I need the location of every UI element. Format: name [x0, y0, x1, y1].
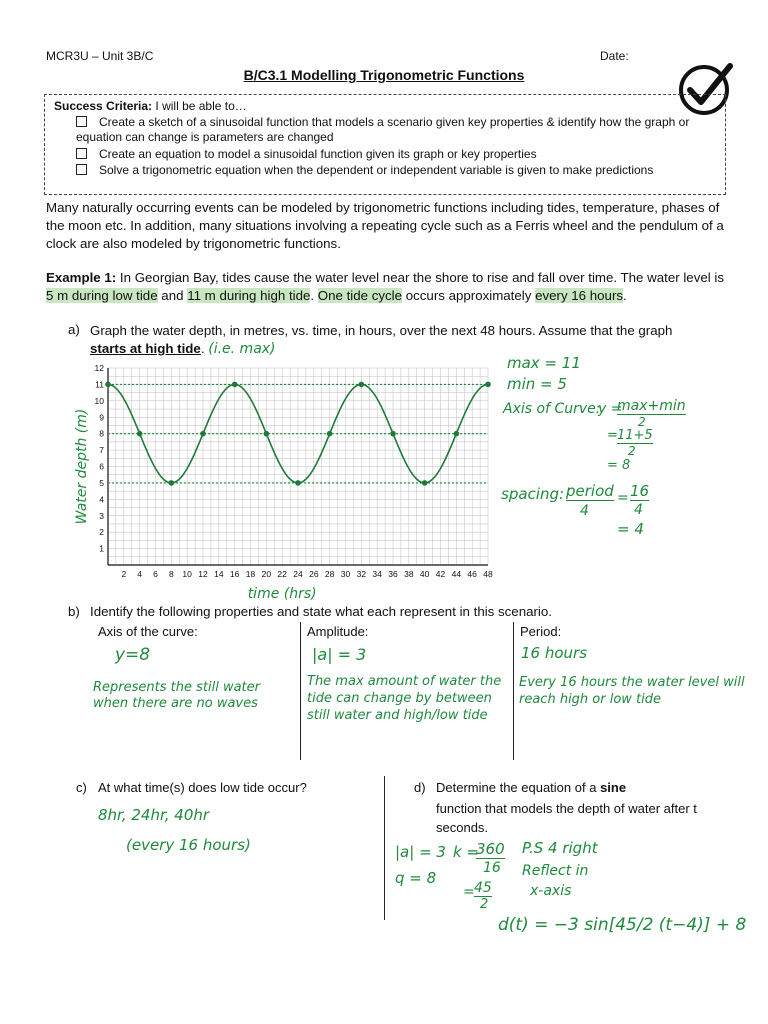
period-answer: 16 hours	[521, 644, 588, 662]
x-tick-label: 46	[467, 569, 477, 579]
data-point	[105, 382, 111, 388]
y-tick-label: 4	[99, 494, 104, 505]
data-point	[485, 382, 491, 388]
page-title: B/C3.1 Modelling Trigonometric Functions	[243, 67, 525, 83]
x-tick-label: 34	[372, 569, 382, 579]
part-d-text2: function that models the depth of water after t seconds.	[436, 801, 697, 835]
x-tick-label: 32	[356, 569, 367, 579]
y-tick-label: 12	[94, 363, 104, 373]
y-axis-label: Water depth (m)	[74, 408, 90, 525]
work-k-den: 16	[483, 860, 501, 876]
y-tick-label: 1	[99, 543, 104, 554]
part-b-text: Identify the following properties and state what each represent in this scenario.	[90, 604, 552, 619]
x-tick-label: 28	[324, 569, 335, 579]
y-tick-label: 8	[99, 428, 104, 439]
column-divider	[300, 622, 301, 760]
checkbox-icon	[76, 116, 87, 127]
date-label: Date:	[600, 49, 629, 63]
criteria-item: Create an equation to model a sinusoidal function given its graph or key properties	[76, 147, 716, 162]
y-tick-label: 6	[99, 461, 104, 472]
x-tick-label: 14	[214, 569, 224, 579]
x-tick-label: 38	[404, 569, 414, 579]
work-q: q = 8	[395, 869, 437, 887]
part-b-letter: b)	[68, 604, 80, 619]
work-reflect: Reflect in	[522, 863, 589, 879]
part-d-text1: Determine the equation of a sine	[436, 780, 627, 795]
work-xaxis: x-axis	[530, 883, 572, 899]
success-criteria-heading: Success Criteria: I will be able to…	[54, 99, 247, 113]
data-point	[264, 431, 270, 437]
criteria-item: Create a sketch of a sinusoidal function that models a scenario given key properties & identify how the graph or equation can change is parameters are changed	[76, 115, 690, 144]
x-axis-label: time (hrs)	[247, 586, 317, 602]
x-tick-label: 12	[198, 569, 208, 579]
x-tick-label: 40	[419, 569, 430, 579]
x-tick-label: 30	[340, 569, 351, 579]
part-c-answer: 8hr, 24hr, 40hr	[98, 806, 210, 824]
work-k2-den: 2	[480, 897, 489, 912]
data-point	[137, 431, 143, 437]
data-point	[359, 382, 365, 388]
data-point	[169, 480, 175, 486]
water-depth-chart	[70, 362, 500, 604]
cd-divider	[384, 776, 385, 920]
part-c-letter: c)	[76, 780, 87, 795]
data-point	[295, 480, 301, 486]
data-point	[200, 431, 206, 437]
example-1-text: Example 1: In Georgian Bay, tides cause the water level near the shore to rise and fall over time. The water level is 5 m during low tide and 11 m during high tide. One tide cycle occurs approximately every 16 hours.	[46, 270, 724, 303]
part-a-text: Graph the water depth, in metres, vs. time, in hours, over the next 48 hours. Assume that the graph starts at high tide. (i.e. max)	[90, 323, 673, 357]
work-sp-result: = 4	[617, 520, 644, 538]
y-tick-label: 11	[95, 379, 104, 390]
work-ps: P.S 4 right	[522, 839, 598, 857]
work-step2-num: 11+5	[617, 428, 653, 443]
amplitude-explain: The max amount of water the tide can change by between still water and high/low tide	[307, 674, 502, 723]
y-tick-label: 3	[99, 510, 104, 521]
work-frac-den: 2	[638, 415, 646, 429]
part-a-letter: a)	[68, 322, 80, 337]
work-min: min = 5	[507, 375, 567, 393]
part-c-text: At what time(s) does low tide occur?	[98, 780, 307, 795]
x-tick-label: 36	[388, 569, 398, 579]
work-y-eq: y =	[598, 401, 623, 417]
y-tick-label: 7	[99, 445, 104, 456]
data-point	[327, 431, 333, 437]
x-tick-label: 4	[137, 569, 143, 579]
checkbox-icon	[76, 164, 87, 175]
x-tick-label: 6	[153, 569, 158, 579]
x-tick-label: 10	[182, 569, 192, 579]
data-point	[454, 431, 460, 437]
y-tick-label: 10	[94, 395, 104, 406]
work-k-label: k =	[453, 843, 480, 861]
x-tick-label: 22	[277, 569, 287, 579]
work-sp-eq: =	[617, 490, 629, 506]
x-tick-label: 48	[483, 569, 493, 579]
x-tick-label: 24	[293, 569, 303, 579]
work-sp-den2: 4	[634, 502, 643, 518]
work-step3: = 8	[607, 458, 631, 473]
work-axis-label: Axis of Curve:	[503, 401, 601, 417]
axis-label: Axis of the curve:	[98, 624, 198, 639]
x-tick-label: 26	[309, 569, 319, 579]
data-point	[232, 382, 238, 388]
work-max: max = 11	[507, 354, 581, 372]
checkbox-icon	[76, 148, 87, 159]
work-frac-num: max+min	[617, 398, 686, 414]
x-tick-label: 8	[168, 569, 174, 579]
work-k-num: 360	[476, 840, 505, 858]
course-code: MCR3U – Unit 3B/C	[46, 49, 154, 63]
data-point	[390, 431, 396, 437]
part-d-letter: d)	[414, 780, 426, 795]
axis-explain: Represents the still water when there are no waves	[93, 680, 260, 711]
period-label: Period:	[520, 624, 562, 639]
criteria-item: Solve a trigonometric equation when the dependent or independent variable is given to make predictions	[76, 163, 716, 178]
part-a-note: (i.e. max)	[208, 341, 276, 357]
y-tick-label: 5	[99, 477, 104, 488]
column-divider	[513, 622, 514, 760]
work-sp-den: 4	[580, 503, 589, 519]
work-equals: =	[607, 428, 618, 443]
x-tick-label: 16	[229, 569, 240, 579]
work-sp-num: period	[566, 482, 614, 500]
x-tick-label: 2	[121, 569, 127, 579]
x-tick-label: 44	[451, 569, 462, 579]
amplitude-answer: |a| = 3	[312, 645, 367, 664]
data-point	[422, 480, 428, 486]
work-spacing-label: spacing:	[501, 485, 565, 503]
intro-paragraph: Many naturally occurring events can be modeled by trigonometric functions including tides, temperature, phases of the moon etc. In addition, many situations involving a repeating cycle such as a Ferris wheel and the pendulum of a clock are also modeled by trigonometric functions.	[46, 200, 724, 251]
x-tick-label: 42	[435, 569, 446, 579]
work-sp-num2: 16	[630, 482, 650, 500]
y-tick-label: 2	[99, 527, 104, 538]
part-c-answer2: (every 16 hours)	[126, 836, 251, 854]
work-step2-den: 2	[628, 444, 636, 458]
x-tick-label: 18	[245, 569, 256, 579]
y-tick-label: 9	[99, 412, 104, 423]
x-tick-label: 20	[261, 569, 272, 579]
amplitude-label: Amplitude:	[307, 624, 369, 639]
final-equation: d(t) = −3 sin[45/2 (t−4)] + 8	[498, 915, 747, 935]
axis-answer: y=8	[115, 645, 151, 665]
period-explain: Every 16 hours the water level will reach high or low tide	[519, 675, 745, 707]
work-a: |a| = 3	[395, 843, 446, 861]
work-k2-num: 45	[474, 880, 492, 896]
work-k-eq: =	[463, 884, 475, 900]
